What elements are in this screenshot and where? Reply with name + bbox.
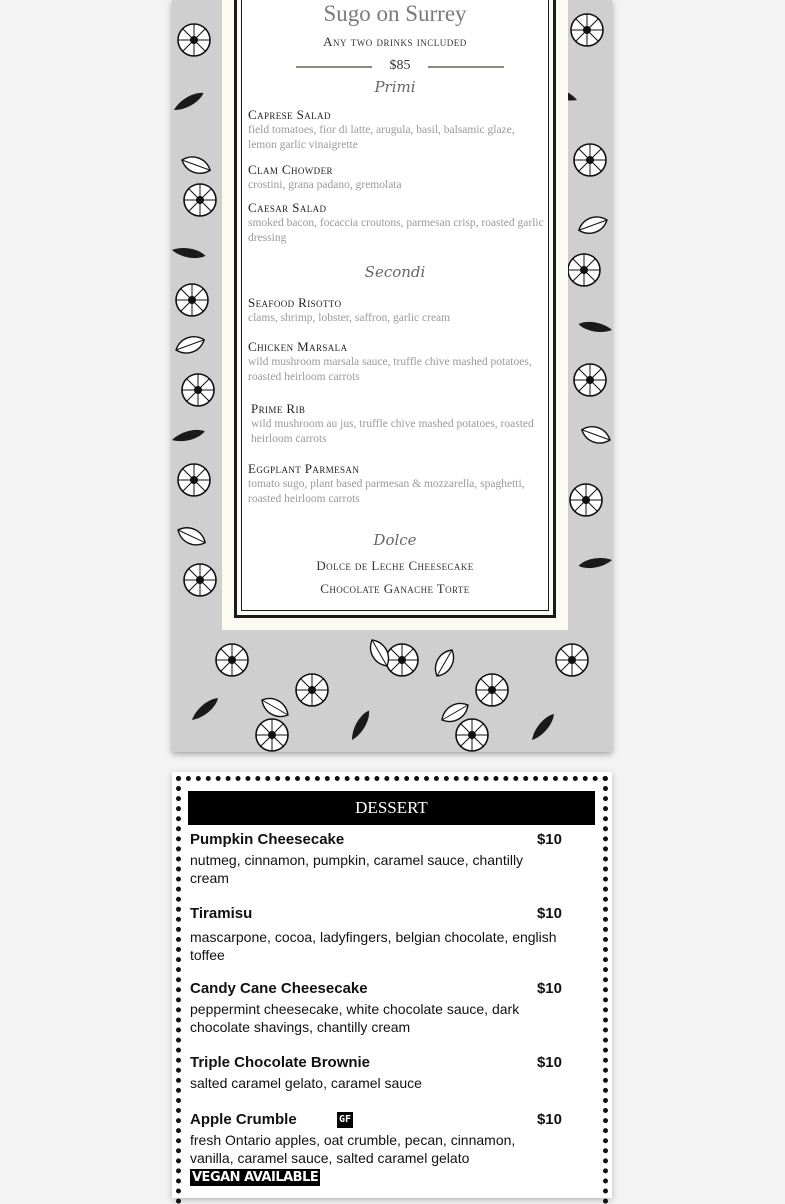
item-description: field tomatoes, fior di latte, arugula, basil, balsamic glaze, lemon garlic vinaigrette <box>248 124 515 151</box>
dessert-price: $10 <box>536 1111 562 1128</box>
divider-line <box>428 66 504 68</box>
item-name: Caprese Salad <box>248 107 331 122</box>
menu-item <box>251 401 547 447</box>
dessert-item <box>190 1111 562 1186</box>
dessert-name: Tiramisu <box>190 905 253 922</box>
dessert-price: $10 <box>536 831 562 848</box>
dessert-price: $10 <box>536 905 562 922</box>
dessert-header: DESSERT <box>188 791 595 825</box>
dessert-description: fresh Ontario apples, oat crumble, pecan, cinnamon, vanilla, caramel sauce, salted caramel gelato <box>190 1132 516 1166</box>
dessert-name: Candy Cane Cheesecake <box>190 980 368 997</box>
dessert-description: peppermint cheesecake, white chocolate sauce, dark chocolate shavings, chantilly cream <box>190 1001 520 1035</box>
dessert-item <box>190 1054 562 1092</box>
dessert-name: Apple Crumble <box>190 1111 297 1128</box>
menu-price: $85 <box>389 58 411 73</box>
section-heading-secondi: Secondi <box>364 263 426 281</box>
price-row <box>296 58 504 78</box>
dessert-price: $10 <box>536 980 562 997</box>
menu-frame <box>234 0 556 618</box>
dessert-item <box>190 831 562 887</box>
dolce-item: Dolce de Leche Cheesecake <box>316 558 474 573</box>
item-name: Seafood Risotto <box>248 295 342 310</box>
item-name: Eggplant Parmesan <box>248 461 360 476</box>
drinks-note: Any two drinks included <box>323 34 467 49</box>
item-description: clams, shrimp, lobster, saffron, garlic cream <box>248 312 451 324</box>
menu-item <box>248 339 544 385</box>
dessert-item <box>190 980 562 1036</box>
section-heading-dolce: Dolce <box>373 531 417 549</box>
restaurant-title: Sugo on Surrey <box>323 1 467 26</box>
dessert-description: nutmeg, cinnamon, pumpkin, caramel sauce, chantilly cream <box>190 852 524 886</box>
dessert-description: salted caramel gelato, caramel sauce <box>190 1075 422 1091</box>
menu-panel <box>222 0 568 630</box>
menu-item <box>248 107 544 153</box>
dolce-item: Chocolate Ganache Torte <box>320 581 470 596</box>
dessert-description: mascarpone, cocoa, ladyfingers, belgian chocolate, english toffee <box>190 929 557 963</box>
dessert-item <box>190 905 562 964</box>
menu-item <box>248 461 544 507</box>
item-name: Clam Chowder <box>248 162 333 177</box>
item-description: smoked bacon, focaccia croutons, parmesan crisp, roasted garlic dressing <box>248 217 544 244</box>
item-name: Prime Rib <box>251 401 306 416</box>
menu-item <box>248 200 544 246</box>
gluten-free-badge: GF <box>337 1112 353 1128</box>
item-name: Caesar Salad <box>248 200 327 215</box>
menu-item <box>248 162 544 193</box>
vegan-available-badge: VEGAN AVAILABLE <box>192 1170 319 1185</box>
prix-fixe-menu-card <box>172 0 612 752</box>
dessert-name: Triple Chocolate Brownie <box>190 1054 371 1071</box>
dessert-name: Pumpkin Cheesecake <box>190 831 345 848</box>
item-name: Chicken Marsala <box>248 339 348 354</box>
item-description: wild mushroom au jus, truffle chive mashed potatoes, roasted heirloom carrots <box>251 418 534 445</box>
section-heading-primi: Primi <box>374 78 416 96</box>
item-description: wild mushroom marsala sauce, truffle chive mashed potatoes, roasted heirloom carrots <box>248 356 532 383</box>
dessert-price: $10 <box>536 1054 562 1071</box>
item-description: crostini, grana padano, gremolata <box>248 179 402 191</box>
item-description: tomato sugo, plant based parmesan & mozzarella, spaghetti, roasted heirloom carrots <box>248 478 525 505</box>
menu-item <box>248 295 544 326</box>
dessert-menu-card <box>172 772 612 1198</box>
menu-inner <box>241 0 549 611</box>
